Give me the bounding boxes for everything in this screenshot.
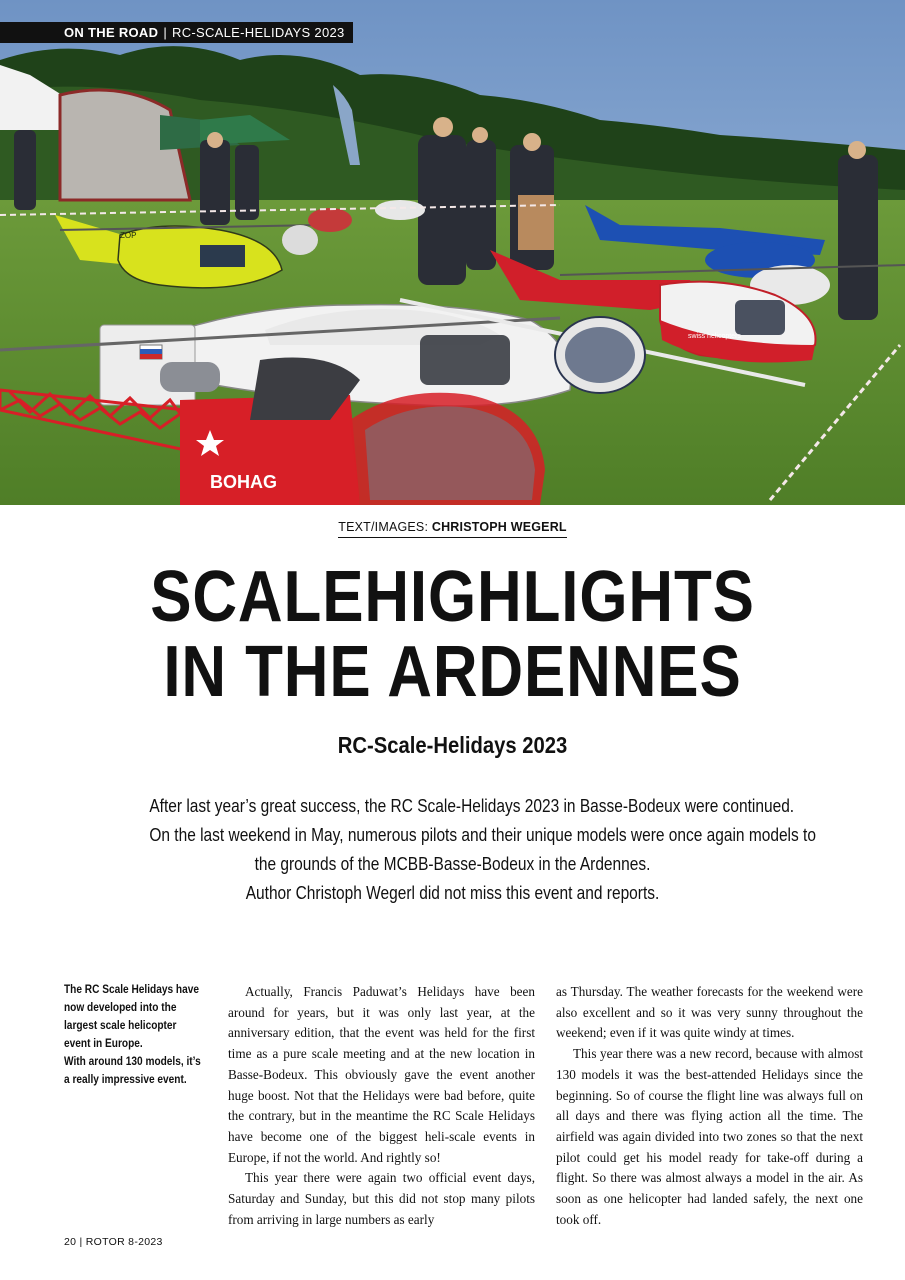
caption-line: largest scale helicopter bbox=[64, 1020, 177, 1032]
page-footer: 20 | ROTOR 8-2023 bbox=[64, 1236, 163, 1248]
intro-line: After last year’s great success, the RC Scale-Helidays 2023 in Basse-Bodeux were continued. bbox=[149, 796, 795, 816]
body-column-1 bbox=[228, 982, 535, 1230]
byline-author: CHRISTOPH WEGERL bbox=[431, 520, 567, 534]
intro-line: Author Christoph Wegerl did not miss this event and reports. bbox=[245, 883, 660, 903]
intro-line: On the last weekend in May, numerous pilots and their unique models were once again models to bbox=[149, 825, 816, 845]
photo-caption bbox=[64, 981, 204, 1089]
hero-photo-illustration bbox=[0, 0, 905, 505]
heli-swiss-text: swiss helicopters bbox=[688, 333, 741, 340]
caption-line: now developed into the bbox=[64, 1002, 177, 1014]
headline-line-2: IN THE ARDENNES bbox=[163, 632, 742, 712]
headline bbox=[63, 557, 841, 712]
byline-prefix: TEXT/IMAGES: bbox=[338, 520, 429, 534]
body-paragraph: as Thursday. The weather forecasts for the weekend were also excellent and so it was very sunny throughout the weekend; even if it was quite windy at times. bbox=[556, 984, 863, 1041]
subtitle: RC-Scale-Helidays 2023 bbox=[337, 732, 568, 758]
caption-line: With around 130 models, it’s bbox=[64, 1056, 201, 1068]
body-paragraph: This year there were again two official event days, Saturday and Sunday, but this did not stop many pilots from arriving in large numbers as early bbox=[228, 1170, 535, 1227]
body-paragraph: Actually, Francis Paduwat’s Helidays have been around for years, but it was only last year, at the anniversary edition, that the event was held for the first time as a pure scale meeting and at the new location in Basse-Bodeux. This obviously gave the event another huge boost. Not that the Helidays were bad before, quite the contrary, but in the meantime the RC Scale Helidays have become one of the biggest heli-scale events in Europe, if not the world. And rightly so! bbox=[228, 984, 535, 1165]
section-label: ON THE ROAD bbox=[64, 25, 159, 40]
body-paragraph: This year there was a new record, because with almost 130 models it was the best-attended Helidays since the beginning. So of course the flight line was always full on all days and there was flying action all the time. The airfield was again divided into two zones so that the next pilot could get his model ready for take-off during a flight. So there was almost always a model in the air. As soon as one helicopter had landed safely, the next one took off. bbox=[556, 1046, 863, 1227]
intro-line: the grounds of the MCBB-Basse-Bodeux in the Ardennes. bbox=[254, 854, 651, 874]
caption-line: event in Europe. bbox=[64, 1038, 143, 1050]
section-tag bbox=[0, 22, 353, 43]
section-separator: | bbox=[163, 25, 167, 40]
caption-line: a really impressive event. bbox=[64, 1074, 187, 1086]
heli-logo-text: BOHAG bbox=[210, 472, 277, 492]
heli-yellow-tag: ZOP bbox=[120, 231, 137, 240]
byline bbox=[0, 520, 905, 538]
body-column-2 bbox=[556, 982, 863, 1230]
hero-photo bbox=[0, 0, 905, 505]
headline-line-1: SCALEHIGHLIGHTS bbox=[150, 557, 755, 637]
intro-paragraph bbox=[100, 792, 816, 908]
caption-line: The RC Scale Helidays have bbox=[64, 984, 199, 996]
section-title: RC-SCALE-HELIDAYS 2023 bbox=[172, 25, 345, 40]
